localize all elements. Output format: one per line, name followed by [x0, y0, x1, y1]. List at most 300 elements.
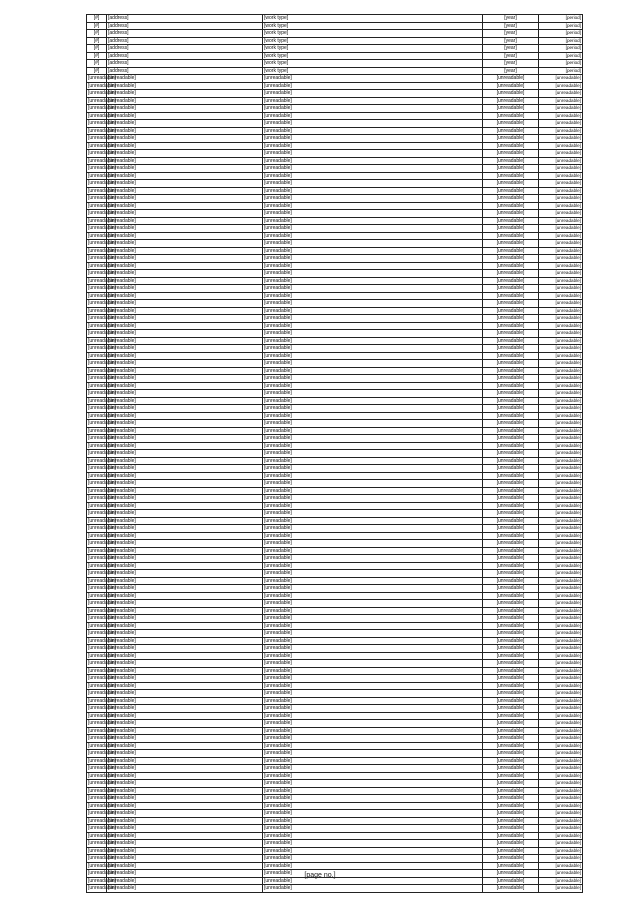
table-row: [87, 547, 583, 555]
table-row: [87, 375, 583, 383]
cell-year: [unreadable]: [483, 660, 539, 668]
table-row: [87, 637, 583, 645]
cell-address: [unreadable]: [107, 705, 263, 713]
cell-work: [unreadable]: [263, 735, 483, 743]
cell-year: [unreadable]: [483, 217, 539, 225]
cell-period: [unreadable]: [539, 150, 583, 158]
cell-year: [unreadable]: [483, 127, 539, 135]
cell-address: [unreadable]: [107, 390, 263, 398]
cell-work: [unreadable]: [263, 645, 483, 653]
cell-period: [unreadable]: [539, 307, 583, 315]
cell-period: [period]: [539, 67, 583, 75]
cell-no: [unreadable]: [88, 255, 116, 262]
cell-period: [unreadable]: [539, 210, 583, 218]
cell-work: [work type]: [263, 15, 483, 23]
cell-year: [unreadable]: [483, 450, 539, 458]
cell-year: [year]: [483, 30, 539, 38]
cell-year: [year]: [483, 52, 539, 60]
cell-address: [unreadable]: [107, 502, 263, 510]
cell-period: [unreadable]: [539, 450, 583, 458]
table-row: [87, 615, 583, 623]
cell-period: [unreadable]: [539, 277, 583, 285]
cell-address: [unreadable]: [107, 690, 263, 698]
cell-period: [unreadable]: [539, 877, 583, 885]
table-row: [87, 22, 583, 30]
cell-no: [unreadable]: [88, 97, 116, 104]
cell-period: [unreadable]: [539, 337, 583, 345]
table-row: [87, 127, 583, 135]
cell-address: [unreadable]: [107, 360, 263, 368]
cell-address: [unreadable]: [107, 682, 263, 690]
cell-address: [unreadable]: [107, 877, 263, 885]
cell-period: [unreadable]: [539, 615, 583, 623]
cell-period: [unreadable]: [539, 532, 583, 540]
table-row: [87, 787, 583, 795]
cell-address: [unreadable]: [107, 630, 263, 638]
cell-period: [unreadable]: [539, 652, 583, 660]
cell-work: [unreadable]: [263, 105, 483, 113]
cell-year: [unreadable]: [483, 427, 539, 435]
cell-address: [unreadable]: [107, 157, 263, 165]
cell-no: [unreadable]: [88, 112, 116, 119]
cell-no: [unreadable]: [88, 232, 116, 239]
cell-no: [#]: [87, 67, 107, 75]
cell-period: [unreadable]: [539, 592, 583, 600]
cell-no: [unreadable]: [88, 202, 116, 209]
cell-work: [unreadable]: [263, 345, 483, 353]
table-row: [87, 757, 583, 765]
table-row: [87, 540, 583, 548]
cell-no: [unreadable]: [88, 397, 116, 404]
cell-work: [unreadable]: [263, 225, 483, 233]
cell-address: [unreadable]: [107, 457, 263, 465]
cell-no: [unreadable]: [88, 330, 116, 337]
cell-no: [unreadable]: [88, 577, 116, 584]
cell-period: [unreadable]: [539, 405, 583, 413]
cell-work: [unreadable]: [263, 727, 483, 735]
cell-period: [unreadable]: [539, 442, 583, 450]
cell-address: [unreadable]: [107, 787, 263, 795]
cell-year: [unreadable]: [483, 600, 539, 608]
cell-address: [address]: [107, 30, 263, 38]
cell-work: [unreadable]: [263, 495, 483, 503]
cell-period: [unreadable]: [539, 472, 583, 480]
cell-year: [unreadable]: [483, 397, 539, 405]
cell-address: [unreadable]: [107, 855, 263, 863]
table-row: [87, 232, 583, 240]
cell-period: [unreadable]: [539, 360, 583, 368]
page-number: [page no.]: [304, 872, 336, 879]
cell-year: [unreadable]: [483, 795, 539, 803]
cell-year: [unreadable]: [483, 855, 539, 863]
cell-work: [unreadable]: [263, 615, 483, 623]
cell-work: [unreadable]: [263, 465, 483, 473]
cell-address: [unreadable]: [107, 697, 263, 705]
cell-year: [unreadable]: [483, 765, 539, 773]
cell-year: [unreadable]: [483, 360, 539, 368]
cell-period: [unreadable]: [539, 457, 583, 465]
cell-no: [unreadable]: [88, 262, 116, 269]
cell-no: [unreadable]: [88, 180, 116, 187]
table-row: [87, 525, 583, 533]
cell-year: [unreadable]: [483, 622, 539, 630]
cell-address: [unreadable]: [107, 352, 263, 360]
cell-period: [unreadable]: [539, 427, 583, 435]
cell-no: [unreadable]: [88, 877, 116, 884]
cell-no: [unreadable]: [88, 367, 116, 374]
cell-year: [unreadable]: [483, 247, 539, 255]
cell-year: [unreadable]: [483, 487, 539, 495]
table-row: [87, 97, 583, 105]
cell-period: [period]: [539, 60, 583, 68]
cell-year: [unreadable]: [483, 510, 539, 518]
cell-work: [work type]: [263, 22, 483, 30]
table-row: [87, 292, 583, 300]
cell-no: [#]: [87, 37, 107, 45]
cell-period: [unreadable]: [539, 495, 583, 503]
cell-no: [unreadable]: [88, 225, 116, 232]
cell-address: [unreadable]: [107, 660, 263, 668]
cell-no: [unreadable]: [88, 525, 116, 532]
cell-address: [unreadable]: [107, 802, 263, 810]
cell-work: [unreadable]: [263, 562, 483, 570]
cell-period: [unreadable]: [539, 247, 583, 255]
cell-address: [unreadable]: [107, 592, 263, 600]
cell-address: [unreadable]: [107, 217, 263, 225]
cell-period: [unreadable]: [539, 840, 583, 848]
cell-no: [unreadable]: [88, 187, 116, 194]
cell-year: [year]: [483, 37, 539, 45]
cell-year: [unreadable]: [483, 262, 539, 270]
cell-address: [unreadable]: [107, 300, 263, 308]
table-row: [87, 67, 583, 75]
cell-work: [unreadable]: [263, 870, 483, 878]
cell-address: [unreadable]: [107, 127, 263, 135]
cell-year: [unreadable]: [483, 187, 539, 195]
cell-no: [unreadable]: [88, 795, 116, 802]
register-table-body: [87, 15, 583, 893]
cell-year: [unreadable]: [483, 322, 539, 330]
table-row: [87, 270, 583, 278]
table-row: [87, 510, 583, 518]
cell-no: [unreadable]: [88, 277, 116, 284]
cell-work: [unreadable]: [263, 270, 483, 278]
cell-year: [unreadable]: [483, 817, 539, 825]
cell-address: [unreadable]: [107, 397, 263, 405]
cell-no: [unreadable]: [88, 472, 116, 479]
cell-period: [unreadable]: [539, 292, 583, 300]
cell-no: [unreadable]: [88, 825, 116, 832]
cell-period: [unreadable]: [539, 825, 583, 833]
cell-year: [unreadable]: [483, 330, 539, 338]
cell-year: [unreadable]: [483, 405, 539, 413]
cell-work: [unreadable]: [263, 427, 483, 435]
cell-period: [unreadable]: [539, 480, 583, 488]
table-row: [87, 622, 583, 630]
cell-no: [unreadable]: [88, 540, 116, 547]
cell-period: [unreadable]: [539, 412, 583, 420]
cell-address: [unreadable]: [107, 375, 263, 383]
cell-year: [unreadable]: [483, 577, 539, 585]
cell-no: [unreadable]: [88, 682, 116, 689]
cell-address: [unreadable]: [107, 315, 263, 323]
cell-year: [unreadable]: [483, 735, 539, 743]
cell-year: [unreadable]: [483, 90, 539, 98]
cell-address: [unreadable]: [107, 652, 263, 660]
cell-address: [address]: [107, 52, 263, 60]
table-row: [87, 517, 583, 525]
cell-period: [unreadable]: [539, 120, 583, 128]
cell-no: [unreadable]: [88, 607, 116, 614]
cell-address: [unreadable]: [107, 262, 263, 270]
table-row: [87, 480, 583, 488]
table-row: [87, 225, 583, 233]
cell-year: [unreadable]: [483, 682, 539, 690]
cell-work: [unreadable]: [263, 262, 483, 270]
table-row: [87, 90, 583, 98]
cell-work: [unreadable]: [263, 592, 483, 600]
cell-address: [unreadable]: [107, 840, 263, 848]
table-row: [87, 405, 583, 413]
cell-no: [unreadable]: [88, 592, 116, 599]
cell-work: [unreadable]: [263, 150, 483, 158]
cell-address: [unreadable]: [107, 615, 263, 623]
table-row: [87, 105, 583, 113]
cell-work: [unreadable]: [263, 247, 483, 255]
cell-period: [unreadable]: [539, 772, 583, 780]
cell-address: [unreadable]: [107, 825, 263, 833]
cell-work: [unreadable]: [263, 135, 483, 143]
cell-address: [unreadable]: [107, 555, 263, 563]
cell-no: [unreadable]: [88, 615, 116, 622]
cell-address: [unreadable]: [107, 435, 263, 443]
cell-year: [unreadable]: [483, 172, 539, 180]
cell-no: [unreadable]: [88, 570, 116, 577]
cell-period: [unreadable]: [539, 315, 583, 323]
cell-no: [unreadable]: [88, 697, 116, 704]
cell-address: [unreadable]: [107, 465, 263, 473]
cell-period: [unreadable]: [539, 555, 583, 563]
cell-no: [unreadable]: [88, 210, 116, 217]
cell-no: [unreadable]: [88, 735, 116, 742]
cell-period: [unreadable]: [539, 217, 583, 225]
cell-address: [unreadable]: [107, 247, 263, 255]
cell-period: [unreadable]: [539, 165, 583, 173]
cell-no: [#]: [87, 15, 107, 23]
table-row: [87, 150, 583, 158]
cell-work: [unreadable]: [263, 142, 483, 150]
cell-year: [unreadable]: [483, 202, 539, 210]
cell-no: [unreadable]: [88, 787, 116, 794]
cell-address: [unreadable]: [107, 577, 263, 585]
cell-no: [unreadable]: [88, 300, 116, 307]
table-row: [87, 60, 583, 68]
table-row: [87, 682, 583, 690]
cell-address: [address]: [107, 45, 263, 53]
cell-period: [unreadable]: [539, 787, 583, 795]
table-row: [87, 600, 583, 608]
cell-work: [unreadable]: [263, 277, 483, 285]
cell-year: [unreadable]: [483, 390, 539, 398]
cell-no: [unreadable]: [88, 352, 116, 359]
cell-address: [unreadable]: [107, 817, 263, 825]
cell-address: [unreadable]: [107, 307, 263, 315]
table-row: [87, 247, 583, 255]
cell-year: [unreadable]: [483, 277, 539, 285]
cell-year: [year]: [483, 67, 539, 75]
cell-address: [unreadable]: [107, 405, 263, 413]
cell-period: [unreadable]: [539, 750, 583, 758]
cell-work: [unreadable]: [263, 810, 483, 818]
cell-address: [unreadable]: [107, 472, 263, 480]
cell-period: [period]: [539, 22, 583, 30]
cell-year: [unreadable]: [483, 105, 539, 113]
cell-no: [unreadable]: [88, 405, 116, 412]
table-row: [87, 75, 583, 83]
cell-work: [unreadable]: [263, 577, 483, 585]
cell-period: [unreadable]: [539, 300, 583, 308]
cell-work: [unreadable]: [263, 690, 483, 698]
cell-year: [unreadable]: [483, 825, 539, 833]
cell-address: [unreadable]: [107, 285, 263, 293]
cell-no: [unreadable]: [88, 600, 116, 607]
cell-year: [unreadable]: [483, 382, 539, 390]
cell-year: [unreadable]: [483, 255, 539, 263]
cell-work: [unreadable]: [263, 525, 483, 533]
cell-no: [unreadable]: [88, 645, 116, 652]
cell-work: [unreadable]: [263, 232, 483, 240]
cell-year: [unreadable]: [483, 75, 539, 83]
cell-address: [unreadable]: [107, 495, 263, 503]
cell-period: [unreadable]: [539, 810, 583, 818]
table-row: [87, 487, 583, 495]
cell-work: [unreadable]: [263, 607, 483, 615]
cell-work: [unreadable]: [263, 360, 483, 368]
cell-no: [unreadable]: [88, 412, 116, 419]
cell-year: [unreadable]: [483, 832, 539, 840]
cell-period: [unreadable]: [539, 420, 583, 428]
cell-address: [unreadable]: [107, 712, 263, 720]
table-row: [87, 577, 583, 585]
table-row: [87, 772, 583, 780]
cell-year: [unreadable]: [483, 292, 539, 300]
cell-no: [unreadable]: [88, 240, 116, 247]
table-row: [87, 720, 583, 728]
cell-year: [unreadable]: [483, 750, 539, 758]
cell-period: [unreadable]: [539, 682, 583, 690]
table-row: [87, 465, 583, 473]
register-table-container: [86, 14, 582, 893]
cell-period: [unreadable]: [539, 727, 583, 735]
cell-address: [unreadable]: [107, 277, 263, 285]
table-row: [87, 697, 583, 705]
cell-work: [unreadable]: [263, 570, 483, 578]
cell-work: [unreadable]: [263, 667, 483, 675]
table-row: [87, 802, 583, 810]
table-row: [87, 135, 583, 143]
cell-period: [unreadable]: [539, 225, 583, 233]
cell-year: [unreadable]: [483, 615, 539, 623]
cell-work: [unreadable]: [263, 172, 483, 180]
cell-work: [unreadable]: [263, 675, 483, 683]
cell-period: [unreadable]: [539, 112, 583, 120]
cell-work: [unreadable]: [263, 180, 483, 188]
cell-year: [unreadable]: [483, 142, 539, 150]
cell-address: [unreadable]: [107, 532, 263, 540]
cell-year: [unreadable]: [483, 727, 539, 735]
table-row: [87, 832, 583, 840]
cell-address: [unreadable]: [107, 517, 263, 525]
cell-work: [unreadable]: [263, 315, 483, 323]
cell-period: [unreadable]: [539, 690, 583, 698]
cell-year: [year]: [483, 60, 539, 68]
cell-period: [unreadable]: [539, 705, 583, 713]
table-row: [87, 52, 583, 60]
cell-no: [unreadable]: [88, 285, 116, 292]
cell-address: [unreadable]: [107, 75, 263, 83]
cell-year: [unreadable]: [483, 637, 539, 645]
cell-work: [unreadable]: [263, 502, 483, 510]
table-row: [87, 300, 583, 308]
cell-address: [unreadable]: [107, 600, 263, 608]
cell-period: [unreadable]: [539, 600, 583, 608]
cell-work: [unreadable]: [263, 630, 483, 638]
cell-address: [unreadable]: [107, 525, 263, 533]
table-row: [87, 397, 583, 405]
cell-year: [unreadable]: [483, 547, 539, 555]
cell-no: [unreadable]: [88, 750, 116, 757]
cell-year: [unreadable]: [483, 210, 539, 218]
cell-no: [unreadable]: [88, 292, 116, 299]
cell-work: [unreadable]: [263, 517, 483, 525]
cell-work: [unreadable]: [263, 862, 483, 870]
table-row: [87, 382, 583, 390]
cell-period: [unreadable]: [539, 765, 583, 773]
cell-work: [unreadable]: [263, 877, 483, 885]
cell-address: [unreadable]: [107, 727, 263, 735]
cell-work: [unreadable]: [263, 787, 483, 795]
cell-year: [unreadable]: [483, 337, 539, 345]
cell-work: [unreadable]: [263, 847, 483, 855]
table-row: [87, 532, 583, 540]
table-row: [87, 735, 583, 743]
cell-address: [unreadable]: [107, 562, 263, 570]
cell-address: [unreadable]: [107, 757, 263, 765]
cell-address: [unreadable]: [107, 165, 263, 173]
cell-year: [unreadable]: [483, 555, 539, 563]
cell-period: [unreadable]: [539, 232, 583, 240]
cell-no: [unreadable]: [88, 870, 116, 877]
cell-no: [unreadable]: [88, 142, 116, 149]
cell-no: [unreadable]: [88, 720, 116, 727]
cell-address: [unreadable]: [107, 412, 263, 420]
cell-work: [unreadable]: [263, 457, 483, 465]
cell-year: [unreadable]: [483, 157, 539, 165]
cell-year: [unreadable]: [483, 300, 539, 308]
cell-year: [unreadable]: [483, 420, 539, 428]
cell-period: [unreadable]: [539, 622, 583, 630]
cell-year: [unreadable]: [483, 870, 539, 878]
cell-year: [unreadable]: [483, 645, 539, 653]
table-row: [87, 562, 583, 570]
cell-year: [unreadable]: [483, 840, 539, 848]
cell-period: [unreadable]: [539, 607, 583, 615]
cell-period: [period]: [539, 37, 583, 45]
table-row: [87, 367, 583, 375]
cell-no: [unreadable]: [88, 457, 116, 464]
cell-work: [unreadable]: [263, 352, 483, 360]
cell-address: [unreadable]: [107, 232, 263, 240]
